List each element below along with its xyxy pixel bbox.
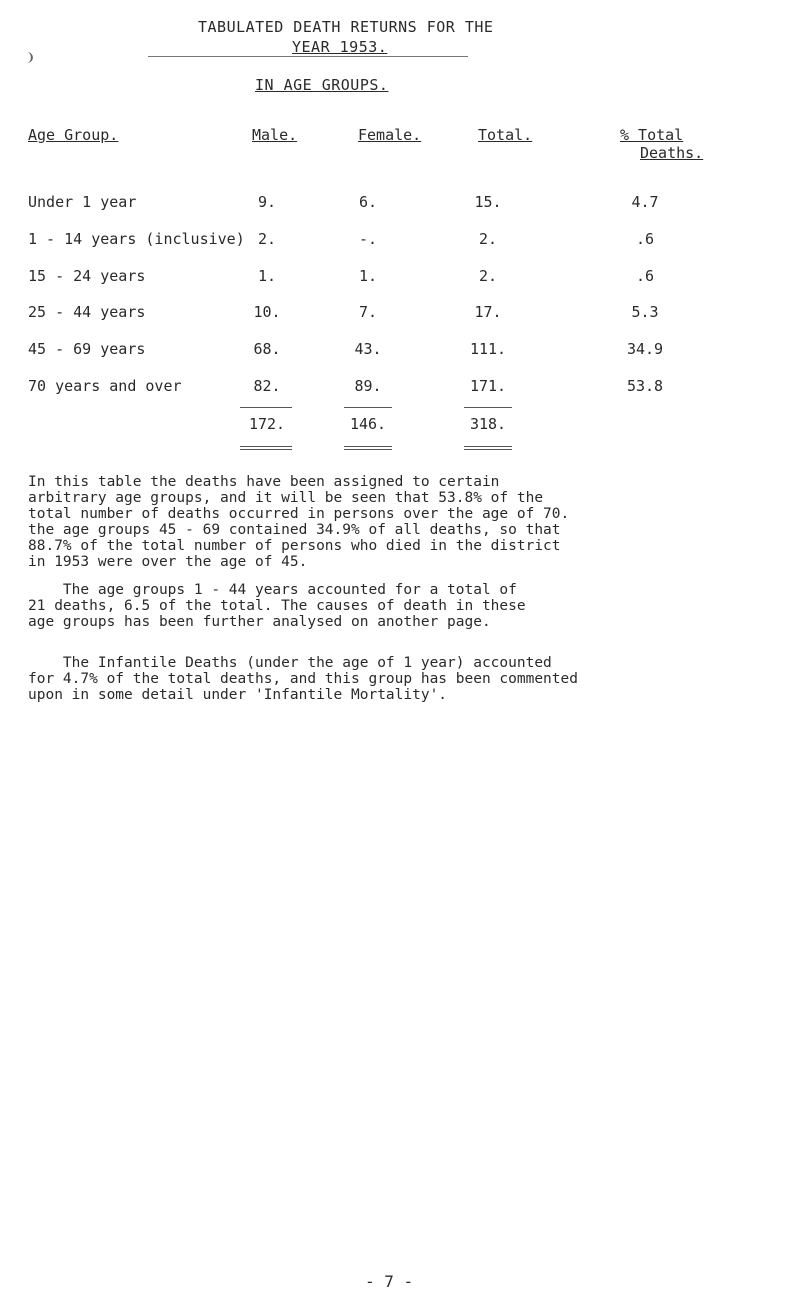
row-female: 6.	[358, 193, 378, 211]
title-rule	[148, 56, 468, 57]
page-number: - 7 -	[365, 1272, 414, 1291]
row-age-group: 70 years and over	[28, 377, 182, 395]
row-age-group: 15 - 24 years	[28, 267, 146, 285]
col-header-total: Total.	[478, 126, 533, 144]
col-header-pct-total: % Total	[620, 126, 684, 144]
row-male: 2.	[257, 230, 277, 248]
row-total: 15.	[474, 193, 502, 211]
row-pct: .6	[635, 267, 655, 285]
row-male: 68.	[253, 340, 281, 358]
total-double-rule	[464, 446, 512, 450]
total-female: 146.	[349, 415, 387, 433]
col-header-female: Female.	[358, 126, 422, 144]
paragraph-age-1-44: The age groups 1 - 44 years accounted for a total of 21 deaths, 6.5 of the total. The causes of death in these age groups has been further analysed on another page.	[28, 582, 526, 630]
paragraph-age-summary: In this table the deaths have been assigned to certain arbitrary age groups, and it will be seen that 53.8% of the total number of deaths occurred in persons over the age of 70. the age groups 45 - 69 contained 34.9% of all deaths, so that 88.7% of the total number of persons who died in the district in 1953 were over the age of 45.	[28, 474, 570, 570]
row-total: 17.	[474, 303, 502, 321]
col-header-male: Male.	[252, 126, 298, 144]
row-female: 7.	[358, 303, 378, 321]
sum-rule	[464, 407, 512, 408]
row-male: 10.	[253, 303, 281, 321]
row-total: 111.	[469, 340, 507, 358]
row-male: 1.	[257, 267, 277, 285]
row-age-group: 45 - 69 years	[28, 340, 146, 358]
sum-rule	[344, 407, 392, 408]
row-pct: 5.3	[631, 303, 659, 321]
col-header-deaths: Deaths.	[640, 144, 704, 162]
row-female: 1.	[358, 267, 378, 285]
punch-hole-mark-icon: ❩	[26, 50, 35, 66]
total-male: 172.	[248, 415, 286, 433]
report-title: TABULATED DEATH RETURNS FOR THE	[198, 18, 494, 36]
row-total: 171.	[469, 377, 507, 395]
row-female: 43.	[354, 340, 382, 358]
total-double-rule	[240, 446, 292, 450]
total-all: 318.	[469, 415, 507, 433]
row-pct: 4.7	[631, 193, 659, 211]
row-age-group: Under 1 year	[28, 193, 137, 211]
row-female: 89.	[354, 377, 382, 395]
row-male: 9.	[257, 193, 277, 211]
paragraph-infantile: The Infantile Deaths (under the age of 1 year) accounted for 4.7% of the total deaths, and this group has been commented upon in some detail under 'Infantile Mortality'.	[28, 655, 578, 703]
row-male: 82.	[253, 377, 281, 395]
row-total: 2.	[478, 267, 498, 285]
row-age-group: 25 - 44 years	[28, 303, 146, 321]
total-double-rule	[344, 446, 392, 450]
row-pct: .6	[635, 230, 655, 248]
sum-rule	[240, 407, 292, 408]
row-pct: 34.9	[626, 340, 664, 358]
row-female: -.	[358, 230, 378, 248]
report-year: YEAR 1953.	[292, 38, 388, 56]
col-header-age-group: Age Group.	[28, 126, 119, 144]
row-total: 2.	[478, 230, 498, 248]
report-subtitle: IN AGE GROUPS.	[255, 76, 389, 94]
row-age-group: 1 - 14 years (inclusive)	[28, 230, 245, 248]
row-pct: 53.8	[626, 377, 664, 395]
